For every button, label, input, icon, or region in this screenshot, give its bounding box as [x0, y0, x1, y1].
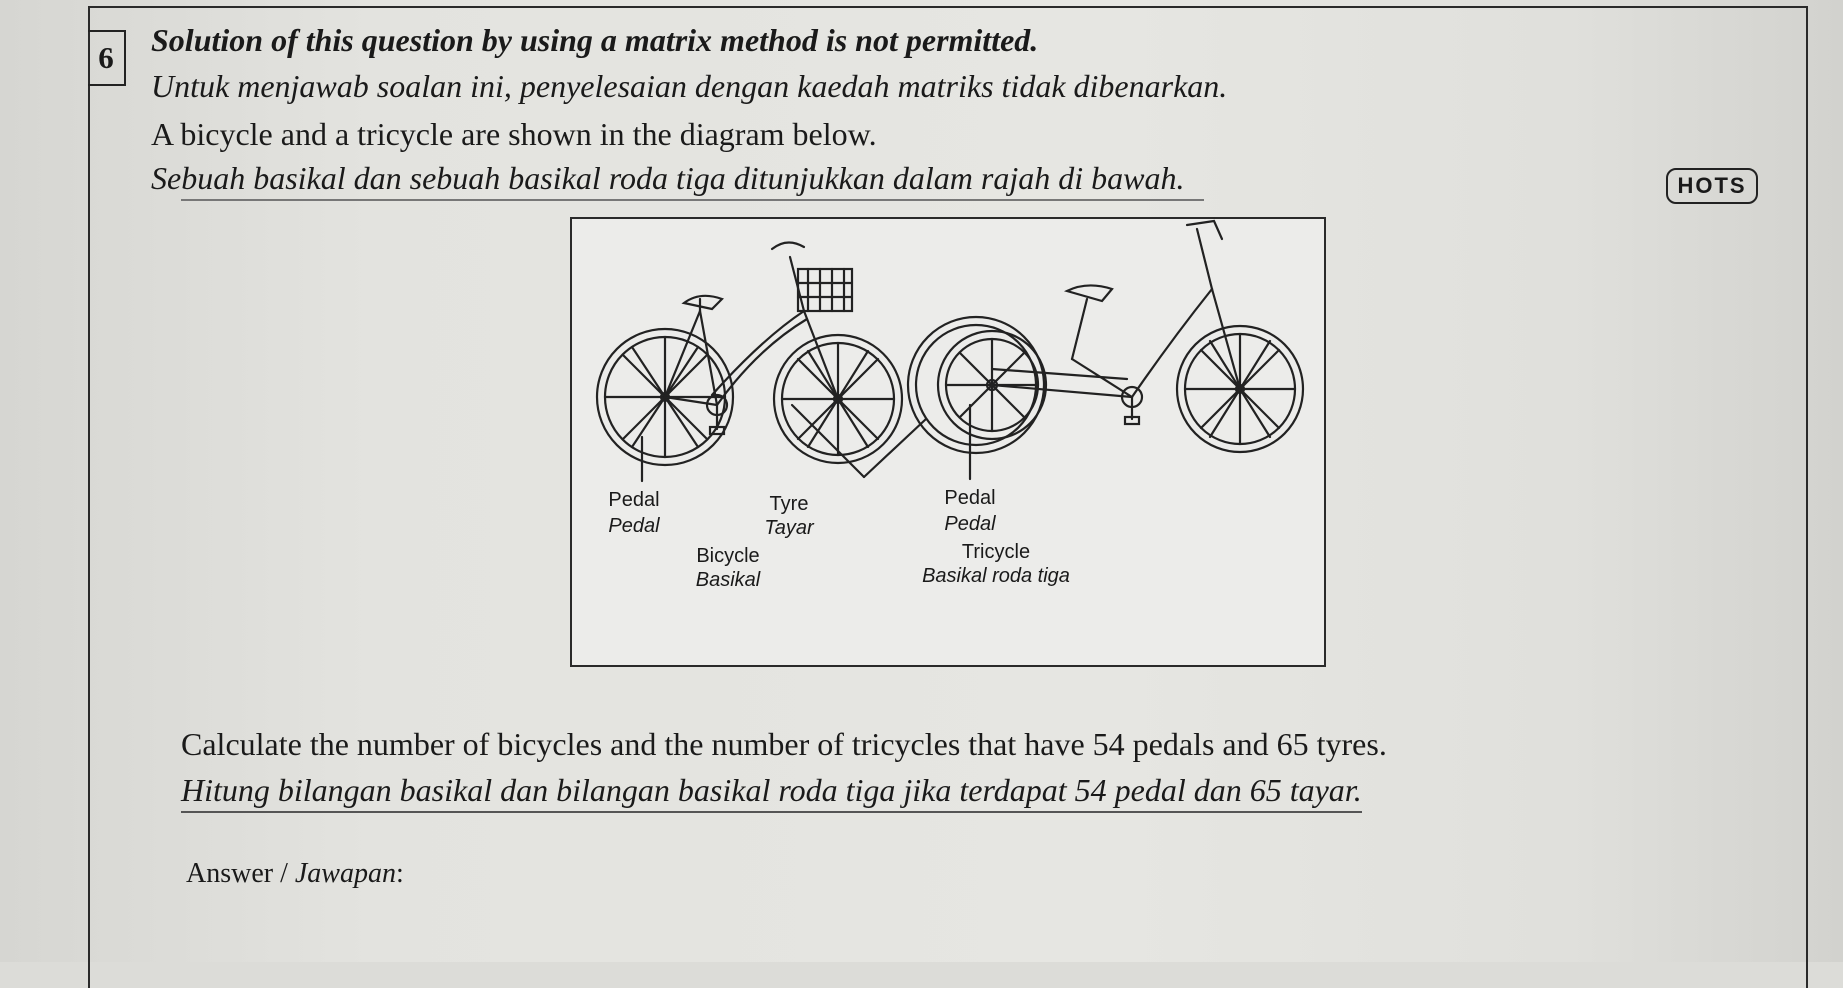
bicycles-illustration [572, 219, 1324, 665]
prompt-malay: Hitung bilangan basikal dan bilangan basikal roda tiga jika terdapat 54 pedal dan 65 tayar. [181, 772, 1362, 808]
tricycle-caption-malay: Basikal roda tiga [922, 565, 1070, 587]
answer-label-malay: Jawapan [294, 858, 396, 889]
pedal-label-left: Pedal [608, 489, 660, 511]
tyre-label: Tyre [769, 493, 809, 515]
tricycle-caption: Tricycle [961, 541, 1031, 563]
bicycle-tricycle-diagram [570, 217, 1326, 667]
pedal-label-right-malay: Pedal [944, 513, 996, 535]
pedal-label-right: Pedal [944, 487, 996, 509]
bicycle-frame [665, 242, 852, 405]
instruction-english: Solution of this question by using a matrix method is not permitted. [151, 22, 1039, 58]
intro-malay: Sebuah basikal dan sebuah basikal roda tiga ditunjukkan dalam rajah di bawah. [151, 160, 1185, 196]
bicycle-caption: Bicycle [696, 545, 760, 567]
prompt-english: Calculate the number of bicycles and the number of tricycles that have 54 pedals and 65 tyres. [181, 726, 1387, 762]
tricycle-rear-wheels [908, 317, 1046, 453]
hots-badge: HOTS [1666, 168, 1758, 204]
intro-english: A bicycle and a tricycle are shown in the diagram below. [151, 116, 877, 152]
question-number: 6 [88, 30, 126, 86]
answer-colon: : [395, 858, 404, 889]
tyre-label-malay: Tayar [764, 517, 814, 539]
answer-label-english: Answer / [186, 858, 288, 889]
instruction-malay: Untuk menjawab soalan ini, penyelesaian dengan kaedah matriks tidak dibenarkan. [151, 68, 1228, 104]
tricycle-frame [992, 221, 1240, 397]
bicycle-caption-malay: Basikal [695, 569, 761, 591]
pedal-label-left-malay: Pedal [608, 515, 660, 537]
answer-label [186, 858, 404, 890]
